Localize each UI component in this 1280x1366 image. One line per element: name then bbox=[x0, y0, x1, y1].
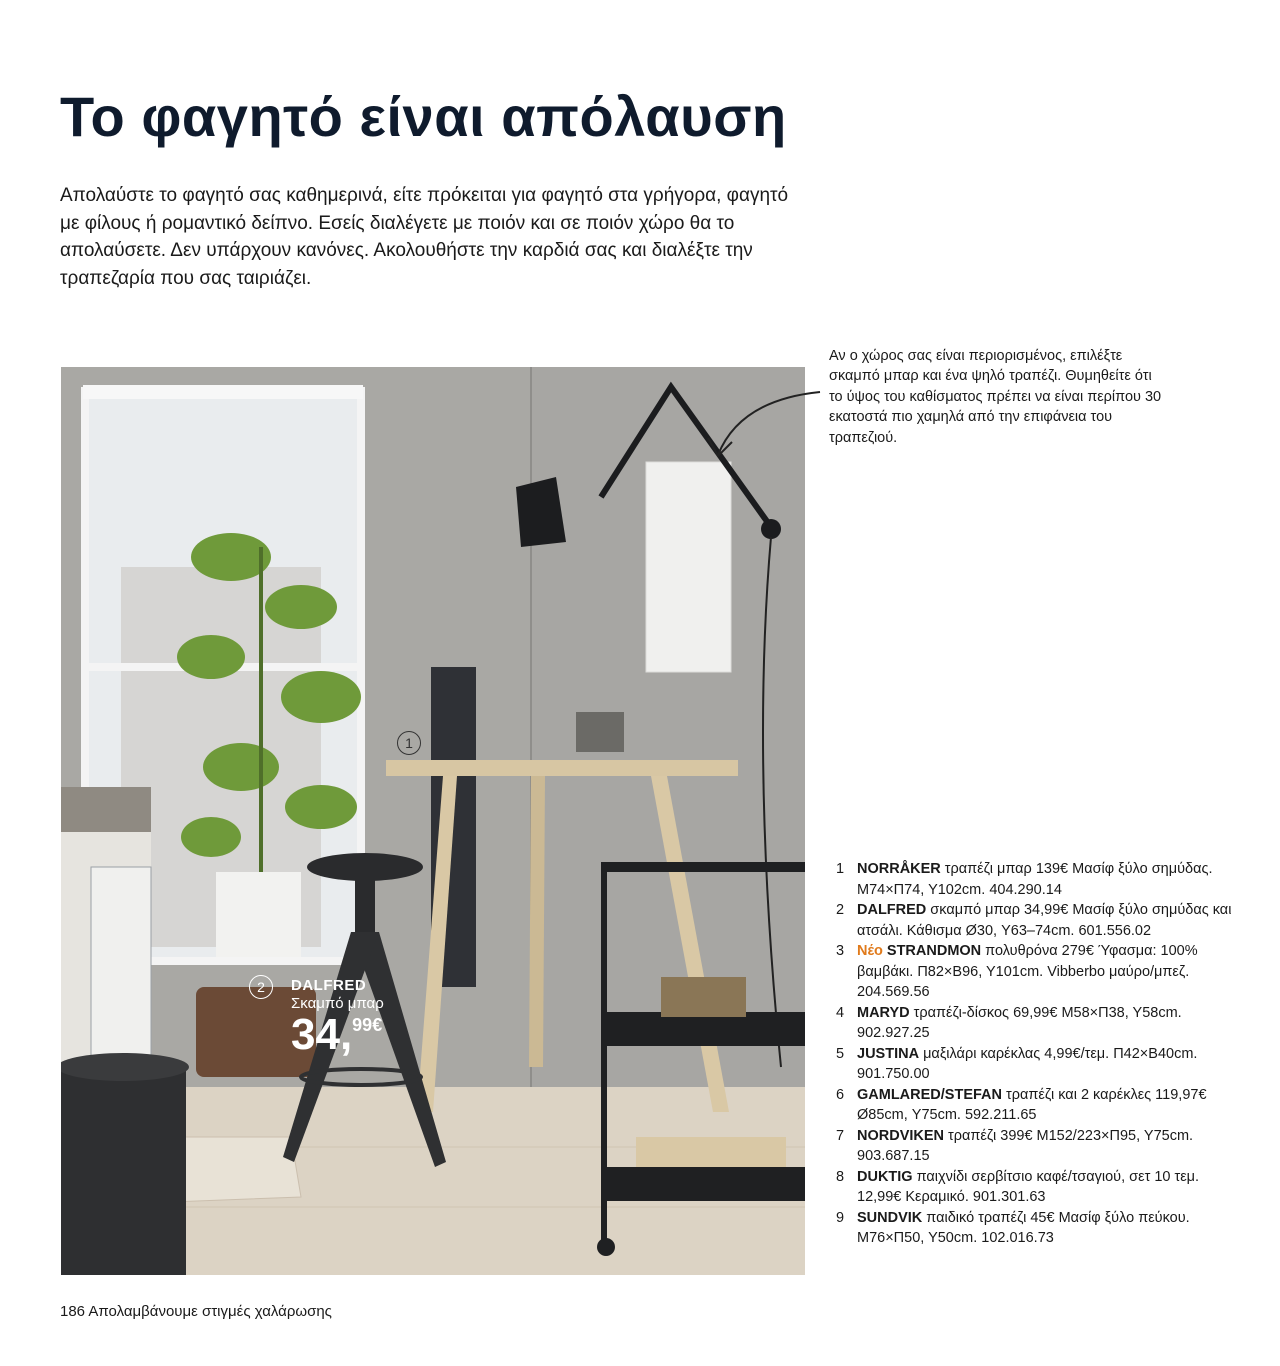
callout-1: 1 bbox=[397, 731, 421, 755]
page-title: Το φαγητό είναι απόλαυση bbox=[60, 85, 787, 148]
item-number: 1 bbox=[836, 861, 845, 877]
product-list bbox=[832, 859, 1232, 1249]
list-item bbox=[832, 1208, 1232, 1249]
arrow-icon bbox=[700, 380, 840, 470]
list-item bbox=[832, 941, 1232, 1003]
price-tag-description: Σκαμπό μπαρ bbox=[291, 995, 384, 1012]
list-item bbox=[832, 1003, 1232, 1044]
list-item bbox=[832, 1126, 1232, 1167]
product-details: παιχνίδι σερβίτσιο καφέ/τσαγιού, σετ 10 τεμ. 12,99€ Κεραμικό. 901.301.63 bbox=[857, 1168, 1200, 1205]
room-illustration bbox=[61, 367, 805, 1275]
list-item bbox=[832, 1085, 1232, 1126]
product-details: σκαμπό μπαρ 34,99€ Μασίφ ξύλο σημύδας και ατσάλι. Κάθισμα Ø30, Υ63–74cm. 601.556.02 bbox=[857, 902, 1232, 939]
product-details: τραπέζι-δίσκος 69,99€ Μ58×Π38, Υ58cm. 902.927.25 bbox=[857, 1004, 1182, 1041]
new-badge: Νέο bbox=[857, 943, 887, 959]
intro-paragraph: Απολαύστε το φαγητό σας καθημερινά, είτε πρόκειται για φαγητό στα γρήγορα, φαγητό με φίλους ή ρομαντικό δείπνο. Εσείς διαλέγετε με ποιόν και σε ποιόν χώρο θα το απολαύσετε. Δεν υπάρχουν κανόνες. Ακολουθήστε την καρδιά σας και διαλέξτε την τραπεζαρία που σας ταιριάζει. bbox=[60, 185, 789, 289]
price-tag-price bbox=[291, 1010, 384, 1059]
product-details: μαξιλάρι καρέκλας 4,99€/τεμ. Π42×Β40cm. 901.750.00 bbox=[857, 1045, 1198, 1082]
item-number: 5 bbox=[836, 1045, 845, 1062]
callout-2: 2 bbox=[249, 975, 273, 999]
product-name: DALFRED bbox=[857, 902, 927, 918]
item-number: 4 bbox=[836, 1004, 845, 1021]
product-details: πολυθρόνα 279€ Ύφασμα: 100% βαμβάκι. Π82×Β96, Υ101cm. Vibberbo μαύρο/μπεζ. 204.569.56 bbox=[857, 943, 1198, 1000]
product-details: τραπέζι 399€ Μ152/223×Π95, Υ75cm. 903.687.15 bbox=[857, 1127, 1194, 1164]
tip-annotation: Αν ο χώρος σας είναι περιορισμένος, επιλέξτε σκαμπό μπαρ και ένα ψηλό τραπέζι. Θυμηθείτε ότι το ύψος του καθίσματος πρέπει να είναι περίπου 30 εκατοστά πιο χαμηλά από την επιφάνεια του τραπεζιού. bbox=[829, 348, 1162, 446]
item-number: 2 bbox=[836, 902, 845, 918]
list-item bbox=[832, 1167, 1232, 1208]
product-details: τραπέζι και 2 καρέκλες 119,97€ Ø85cm, Υ75cm. 592.211.65 bbox=[857, 1086, 1207, 1123]
price-tag-product-name: DALFRED bbox=[291, 977, 367, 994]
item-number: 9 bbox=[836, 1209, 845, 1226]
room-photo bbox=[61, 367, 805, 1275]
product-name: GAMLARED/STEFAN bbox=[857, 1086, 1002, 1103]
list-item bbox=[832, 1044, 1232, 1085]
item-number: 6 bbox=[836, 1086, 845, 1103]
product-name: DUKTIG bbox=[857, 1168, 913, 1185]
product-name: MARYD bbox=[857, 1004, 910, 1021]
item-number: 3 bbox=[836, 943, 845, 959]
list-item bbox=[832, 859, 1232, 900]
list-item bbox=[832, 900, 1232, 941]
product-name: JUSTINA bbox=[857, 1045, 920, 1062]
product-details: τραπέζι μπαρ 139€ Μασίφ ξύλο σημύδας. Μ74×Π74, Υ102cm. 404.290.14 bbox=[857, 861, 1213, 898]
price-main: 34, bbox=[291, 1010, 353, 1059]
product-details: παιδικό τραπέζι 45€ Μασίφ ξύλο πεύκου. Μ76×Π50, Υ50cm. 102.016.73 bbox=[857, 1209, 1190, 1246]
price-cents: 99€ bbox=[352, 1015, 383, 1035]
price-tag bbox=[291, 977, 384, 1057]
page-footer: 186 Απολαμβάνουμε στιγμές χαλάρωσης bbox=[60, 1303, 332, 1320]
item-number: 7 bbox=[836, 1127, 845, 1144]
product-name: NORDVIKEN bbox=[857, 1127, 945, 1144]
product-name: STRANDMON bbox=[886, 943, 982, 959]
product-name: NORRÅKER bbox=[857, 861, 941, 877]
product-name: SUNDVIK bbox=[857, 1209, 923, 1226]
item-number: 8 bbox=[836, 1168, 845, 1185]
